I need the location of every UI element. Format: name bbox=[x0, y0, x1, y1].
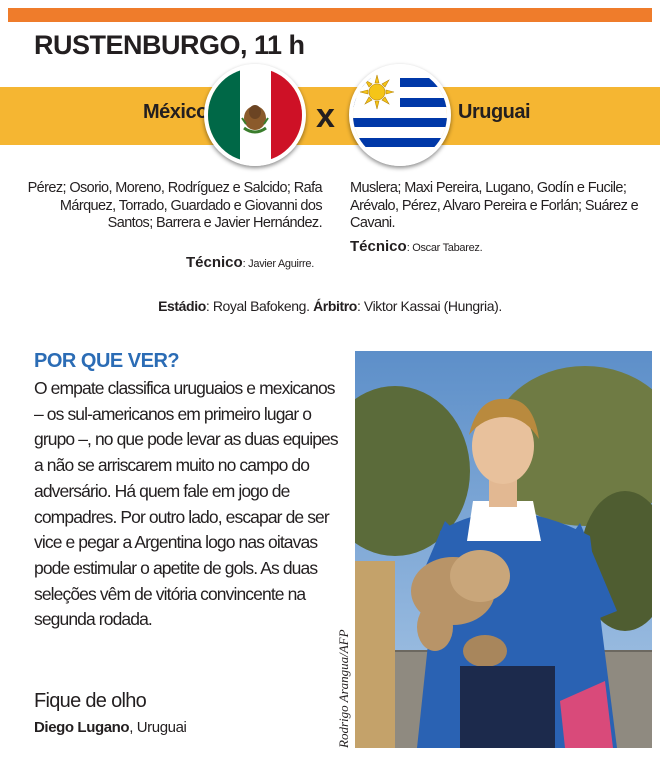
watch-player-name: Diego Lugano bbox=[34, 719, 130, 736]
coach-label: Técnico bbox=[350, 238, 407, 255]
referee-value: : Viktor Kassai (Hungria). bbox=[356, 298, 502, 314]
why-watch-title: POR QUE VER? bbox=[34, 350, 180, 372]
versus-separator: x bbox=[316, 97, 335, 135]
watch-player-team: , Uruguai bbox=[129, 719, 187, 736]
uruguay-flag-icon bbox=[349, 64, 451, 166]
mexico-flag-icon bbox=[204, 64, 306, 166]
away-lineup: Muslera; Maxi Pereira, Lugano, Godín e Fucile; Arévalo, Pérez, Alvaro Pereira e Forlán; Suárez e Cavani. bbox=[350, 180, 639, 231]
watch-player bbox=[34, 719, 186, 736]
player-photo bbox=[355, 351, 652, 748]
away-team-name: Uruguai bbox=[458, 101, 531, 123]
home-lineup: Pérez; Osorio, Moreno, Rodríguez e Salcido; Rafa Márquez, Torrado, Guardado e Giovanni dos Santos; Barrera e Javier Hernández. bbox=[27, 180, 322, 231]
stadium-label: Estádio bbox=[158, 298, 206, 314]
match-info-line bbox=[0, 298, 660, 314]
away-coach-name: : Oscar Tabarez. bbox=[406, 242, 483, 254]
away-coach bbox=[350, 238, 482, 255]
referee-label: Árbitro bbox=[313, 298, 357, 314]
home-coach bbox=[186, 254, 314, 271]
venue-time-heading: RUSTENBURGO, 11 h bbox=[34, 30, 305, 60]
top-accent-bar bbox=[8, 8, 652, 22]
home-coach-name: : Javier Aguirre. bbox=[242, 258, 314, 270]
home-team-name: México bbox=[143, 101, 208, 123]
stadium-value: : Royal Bafokeng. bbox=[205, 298, 310, 314]
watch-title: Fique de olho bbox=[34, 690, 147, 712]
photo-credit: Rodrigo Arangua/AFP bbox=[336, 629, 351, 748]
coach-label: Técnico bbox=[185, 254, 243, 271]
why-watch-body: O empate classifica uruguaios e mexicanos – os sul-americanos em primeiro lugar o grupo –, no que pode levar as duas equipes a não se arriscarem muito no campo do adversário. Há quem fale em jogo de compadres. Por outro lado, escapar de ser vice e pegar a Argentina logo nas oitavas pode estimular o apetite de gols. As duas seleções vêm de vitória convincente na segunda rodada. bbox=[34, 378, 338, 630]
